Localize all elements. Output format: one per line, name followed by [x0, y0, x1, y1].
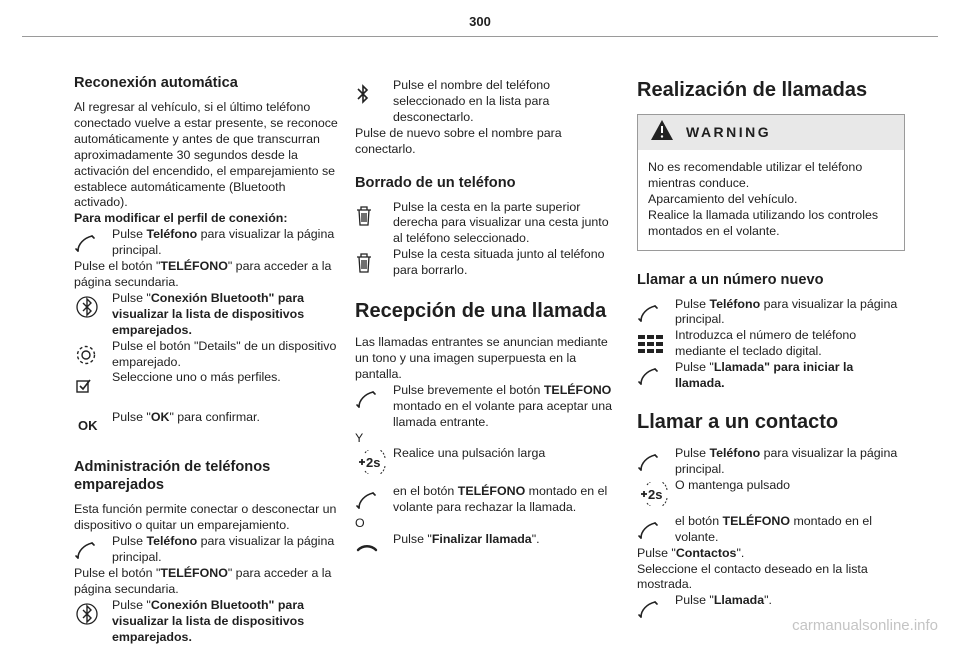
step-bluetooth: Pulse "Conexión Bluetooth" para visualizar la lista de dispositivos emparejados. — [74, 291, 342, 339]
admin-step-telefono: Pulse Teléfono para visualizar la página principal. — [74, 534, 342, 566]
hang-up-icon — [355, 532, 393, 562]
text-reconexion: Al regresar al vehículo, si el último teléfono conectado vuelve a estar presente, se reconoce automáticamente y antes de que transcurran aproximadamente 30 segundos desde la activación del encendido, el emparejamiento se establece automáticamente (Bluetooth activado). — [74, 100, 338, 210]
long-press-icon — [637, 478, 675, 508]
keypad-icon — [637, 328, 675, 358]
heading-numero: Llamar a un número nuevo — [637, 271, 824, 288]
phone-icon — [355, 484, 393, 514]
warning-title: WARNING — [686, 123, 772, 140]
warning-text-2: Aparcamiento del vehículo. — [648, 191, 798, 206]
heading-contacto: Llamar a un contacto — [637, 410, 839, 433]
warning-text-3: Realice la llamada utilizando los controles montados en el volante. — [648, 207, 879, 238]
con-step-larga: 2s O mantenga pulsado — [637, 478, 905, 508]
step-telefono: Pulse Teléfono para visualizar la página principal. — [74, 227, 342, 259]
text-admin: Esta función permite conectar o desconectar un dispositivo o quitar un emparejamiento. — [74, 502, 337, 533]
step-cesta-2: Pulse la cesta situada junto al teléfono para borrarlo. — [355, 247, 621, 279]
phone-icon — [637, 360, 675, 390]
phone-icon — [637, 297, 675, 327]
admin-step-bluetooth: Pulse "Conexión Bluetooth" para visualizar la lista de dispositivos emparejados. — [74, 598, 342, 646]
heading-borrado: Borrado de un teléfono — [355, 174, 516, 191]
svg-text:2s: 2s — [366, 455, 381, 471]
step-larga: 2s Realice una pulsación larga — [355, 446, 621, 476]
header-rule — [22, 36, 938, 37]
admin-text-step-2: Pulse el botón "TELÉFONO" para acceder a la página secundaria. — [74, 566, 332, 596]
phone-icon — [74, 534, 112, 564]
ok-icon: OK — [78, 418, 98, 434]
warning-header — [638, 115, 904, 150]
num-step-teclado: Introduzca el número de teléfono mediante el teclado digital. — [637, 328, 905, 360]
phone-icon — [637, 446, 675, 476]
checkbox-icon — [74, 370, 112, 400]
con-step-boton: el botón TELÉFONO montado en el volante. — [637, 514, 905, 546]
phone-icon — [74, 227, 112, 257]
page-number: 300 — [469, 14, 491, 29]
heading-admin: Administración de teléfonos emparejados — [74, 459, 271, 494]
warning-body — [638, 150, 904, 250]
text-conectar: Pulse de nuevo sobre el nombre para conectarlo. — [355, 125, 562, 156]
step-desconectar: Pulse el nombre del teléfono seleccionado en la lista para desconectarlo. — [355, 78, 621, 126]
column-3 — [637, 72, 905, 623]
trash-icon — [355, 247, 393, 277]
warning-triangle-icon — [650, 119, 674, 146]
num-step-telefono: Pulse Teléfono para visualizar la página principal. — [637, 297, 905, 329]
warning-box — [637, 114, 905, 251]
con-step-telefono: Pulse Teléfono para visualizar la página principal. — [637, 446, 905, 478]
text-y: Y — [355, 430, 364, 445]
bluetooth-icon — [74, 291, 112, 321]
text-step-2: Pulse el botón "TELÉFONO" para acceder a la página secundaria. — [74, 259, 332, 289]
text-recepcion: Las llamadas entrantes se anuncian mediante un tono y una imagen superpuesta en la pantalla. — [355, 335, 608, 381]
phone-icon — [637, 593, 675, 623]
svg-text:2s: 2s — [648, 486, 663, 502]
text-modificar: Para modificar el perfil de conexión: — [74, 211, 288, 226]
phone-icon — [355, 383, 393, 413]
bluetooth-symbol-icon — [355, 78, 393, 108]
heading-recepcion: Recepción de una llamada — [355, 300, 607, 323]
column-1 — [74, 60, 342, 646]
column-2 — [355, 78, 621, 562]
step-ok: OK Pulse "OK" para confirmar. — [74, 410, 342, 440]
step-aceptar: Pulse brevemente el botón TELÉFONO montado en el volante para aceptar una llamada entrante. — [355, 383, 621, 431]
gear-icon — [74, 339, 112, 369]
text-seleccione: Seleccione el contacto deseado en la lista mostrada. — [637, 561, 868, 592]
step-cesta-1: Pulse la cesta en la parte superior derecha para visualizar una cesta junto al teléfono seleccionado. — [355, 200, 621, 248]
watermark[interactable]: carmanualsonline.info — [792, 617, 938, 634]
text-o: O — [355, 516, 365, 531]
step-perfiles: Seleccione uno o más perfiles. — [74, 370, 342, 400]
phone-icon — [637, 514, 675, 544]
heading-realizacion: Realización de llamadas — [637, 79, 868, 101]
step-details: Pulse el botón "Details" de un dispositivo emparejado. — [74, 339, 342, 371]
long-press-icon — [355, 446, 393, 476]
con-step-llamada: Pulse "Llamada". — [637, 593, 905, 623]
heading-reconexion: Reconexión automática — [74, 75, 238, 91]
step-finalizar: Pulse "Finalizar llamada". — [355, 532, 621, 562]
text-contactos: Pulse "Contactos". — [637, 545, 745, 560]
warning-text-1: No es recomendable utilizar el teléfono mientras conduce. — [648, 160, 863, 190]
step-rechazar: en el botón TELÉFONO montado en el volante para rechazar la llamada. — [355, 484, 621, 516]
trash-icon — [355, 200, 393, 230]
bluetooth-icon — [74, 598, 112, 628]
num-step-llamada: Pulse "Llamada" para iniciar la llamada. — [637, 360, 905, 392]
